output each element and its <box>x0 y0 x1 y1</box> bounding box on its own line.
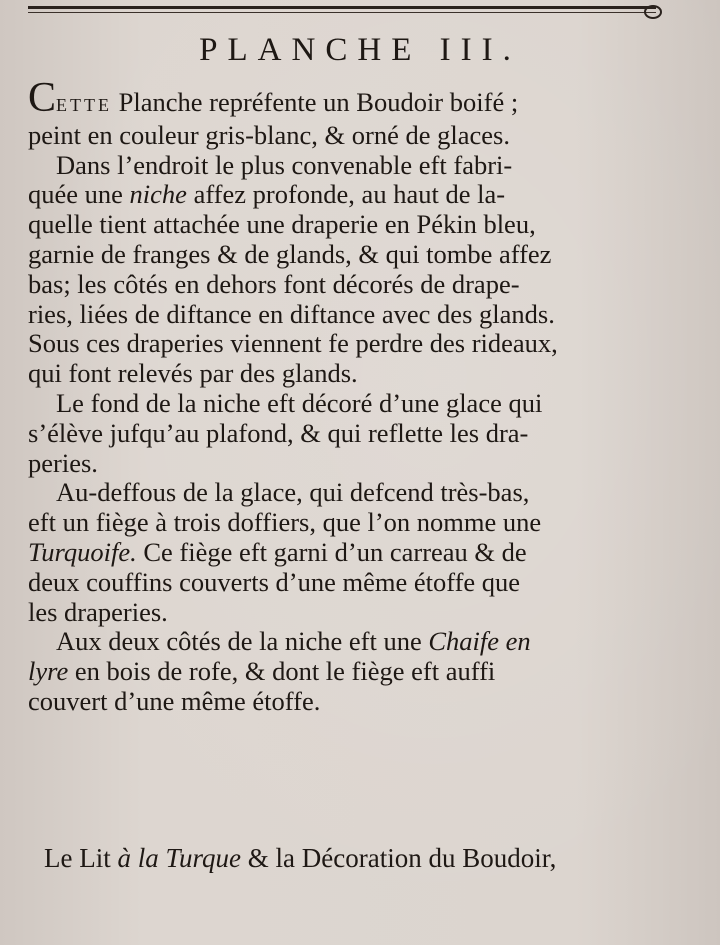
rule-thin-line <box>28 12 656 13</box>
ornamental-rule <box>28 6 656 16</box>
text-line: les draperies. <box>28 596 168 627</box>
text-run: Ce fiège eft garni d’un carreau & de <box>136 536 527 567</box>
text-line: couvert d’une même étoffe. <box>28 685 321 716</box>
rule-thick-line <box>28 6 656 9</box>
text-line <box>28 627 664 657</box>
text-line: bas; les côtés en dehors font décorés de drape- <box>28 268 520 299</box>
italic-term: à la Turque <box>117 843 242 873</box>
text-run: quée une <box>28 179 130 210</box>
text-line <box>28 180 664 210</box>
text-line <box>28 538 664 568</box>
text-line: s’élève jufqu’au plafond, & qui reflette les dra- <box>28 417 529 448</box>
paragraph-5 <box>28 627 664 716</box>
rule-ornament-icon <box>644 5 662 19</box>
paragraph-1 <box>28 75 664 151</box>
text-line: Au-deffous de la glace, qui defcend très-bas, <box>56 477 530 508</box>
text-line: Dans l’endroit le plus convenable eft fabri- <box>56 149 513 180</box>
text-run: & la Décoration du Boudoir, <box>241 843 557 873</box>
page-heading: PLANCHE III. <box>199 32 521 68</box>
text-line: peries. <box>28 447 98 478</box>
paragraph-4 <box>28 478 664 627</box>
text-line: deux couffins couverts d’une même étoffe que <box>28 566 521 597</box>
text-run: Planche repréfente un Boudoir boifé ; <box>112 87 519 117</box>
drop-cap: C <box>28 75 57 121</box>
text-run: affez profonde, au haut de la- <box>186 179 506 210</box>
paragraph-3 <box>28 389 664 478</box>
text-run: Le Lit <box>44 843 118 873</box>
text-line: qui font relevés par des glands. <box>28 358 358 389</box>
text-line: ries, liées de diftance en diftance avec des glands. <box>28 298 555 329</box>
text-line: Sous ces draperies viennent fe perdre des rideaux, <box>28 328 558 359</box>
text-line: garnie de franges & de glands, & qui tombe affez <box>28 238 552 269</box>
catchword-line <box>44 842 684 874</box>
small-caps-word: ETTE <box>56 95 112 115</box>
text-line <box>28 75 664 121</box>
text-line <box>28 657 664 687</box>
paragraph-2 <box>28 151 664 389</box>
text-run: en bois de rofe, & dont le fiège eft auffi <box>68 656 496 687</box>
body-text <box>28 75 664 717</box>
italic-term: lyre <box>28 656 69 687</box>
text-line: peint en couleur gris-blanc, & orné de glaces. <box>28 119 510 150</box>
italic-term: niche <box>129 179 187 210</box>
italic-term: Turquoife. <box>28 536 137 567</box>
text-line: eft un fiège à trois doffiers, que l’on nomme une <box>28 507 542 538</box>
text-run: Aux deux côtés de la niche eft une <box>56 626 429 657</box>
text-line: quelle tient attachée une draperie en Pékin bleu, <box>28 209 536 240</box>
italic-term: Chaife en <box>428 626 531 657</box>
text-line: Le fond de la niche eft décoré d’une glace qui <box>56 387 543 418</box>
